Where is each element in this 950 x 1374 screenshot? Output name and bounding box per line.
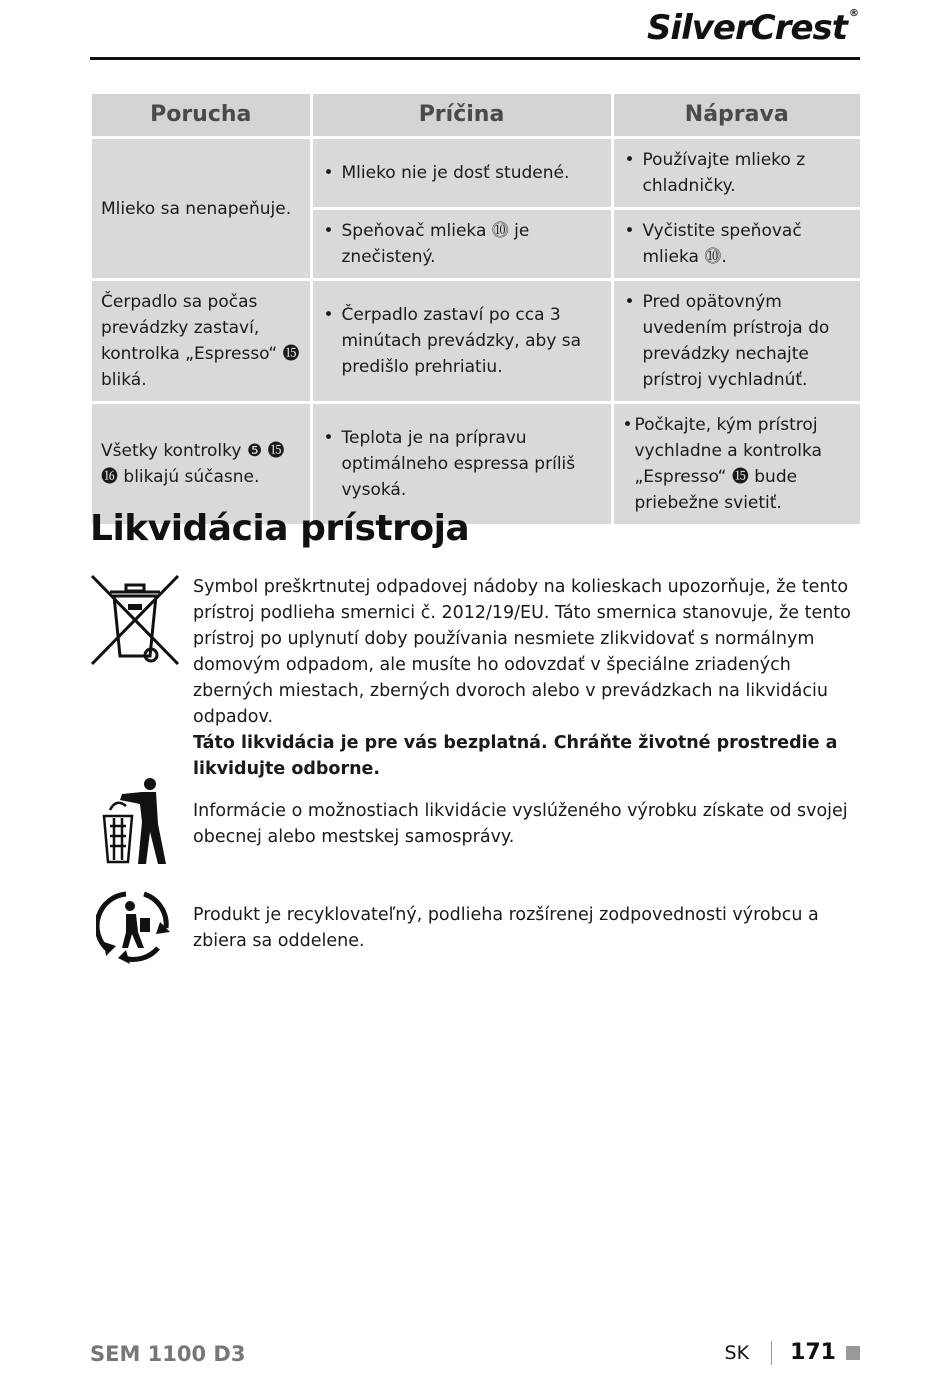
- header-fix: Náprava: [612, 94, 860, 138]
- fix-text: • Pred opätovným uvedením prístroja do prevádzky nechajte prístroj vychladnúť.: [623, 289, 853, 393]
- crossed-out-wheelie-bin-icon: [90, 574, 182, 672]
- language-code: SK: [724, 1341, 750, 1364]
- info-text: Informácie o možnostiach likvidácie vyslúženého výrobku získate od svojej obecnej alebo mestskej samosprávy.: [193, 801, 848, 847]
- info-notice: [90, 776, 860, 866]
- table-row: [92, 138, 860, 209]
- weee-bold-text: Táto likvidácia je pre vás bezplatná. Chráňte životné prostredie a likvidujte odborne.: [193, 733, 838, 779]
- fix-cell: [612, 280, 860, 403]
- fix-cell: [612, 209, 860, 280]
- model-number: SEM 1100 D3: [90, 1342, 246, 1366]
- fault-cell: Čerpadlo sa počas prevádzky zastaví, kontrolka „Espresso“ ⓯ bliká.: [92, 280, 311, 403]
- fix-text: • Počkajte, kým prístroj vychladne a kontrolka „Espresso“ ⓯ bude priebežne svietiť.: [623, 412, 853, 516]
- table-row: [92, 280, 860, 403]
- fix-text: • Vyčistite speňovač mlieka ⓾.: [623, 218, 853, 270]
- header-cause: Príčina: [311, 94, 612, 138]
- recycling-person-icon: [96, 888, 174, 968]
- page-marker-square: [846, 1346, 860, 1360]
- cause-text: • Čerpadlo zastaví po cca 3 minútach prevádzky, aby sa predišlo prehriatiu.: [322, 302, 603, 380]
- fault-cell: Mlieko sa nenapeňuje.: [92, 138, 311, 280]
- weee-text: Symbol preškrtnutej odpadovej nádoby na kolieskach upozorňuje, že tento prístroj podlieha smernici č. 2012/19/EU. Táto smernica stanovuje, že tento prístroj po uplynutí doby používania nesmiete zlikvidovať s normálnym domovým odpadom, ale musíte ho odovzdať v špeciálne zriadených zberných miestach, zberných dvoroch alebo v prevádzkach na likvidáciu odpadov.: [193, 577, 851, 727]
- header-fault: Porucha: [92, 94, 311, 138]
- fix-cell: [612, 403, 860, 526]
- page-footer: [725, 1340, 860, 1365]
- cause-text: • Speňovač mlieka ⓾ je znečistený.: [322, 218, 603, 270]
- fix-cell: [612, 138, 860, 209]
- cause-text: • Mlieko nie je dosť studené.: [322, 160, 603, 186]
- cause-cell: [311, 209, 612, 280]
- brand-logo: SilverCrest ®: [646, 8, 858, 48]
- cause-cell: [311, 138, 612, 209]
- header-rule: [90, 57, 860, 60]
- person-throwing-trash-icon: [100, 776, 172, 870]
- footer-divider: [771, 1341, 772, 1365]
- fix-text: • Používajte mlieko z chladničky.: [623, 147, 853, 199]
- recycle-notice: [90, 888, 860, 964]
- troubleshooting-table: [92, 94, 860, 527]
- recycle-text: Produkt je recyklovateľný, podlieha rozšírenej zodpovednosti výrobcu a zbiera sa oddelene.: [193, 905, 819, 951]
- weee-notice: [90, 574, 860, 779]
- cause-cell: [311, 280, 612, 403]
- fault-cell: Všetky kontrolky ❺ ⓯ ⓰ blikajú súčasne.: [92, 403, 311, 526]
- page-number: 171: [790, 1340, 836, 1365]
- cause-text: • Teplota je na prípravu optimálneho espressa príliš vysoká.: [322, 425, 603, 503]
- section-title: Likvidácia prístroja: [90, 508, 470, 549]
